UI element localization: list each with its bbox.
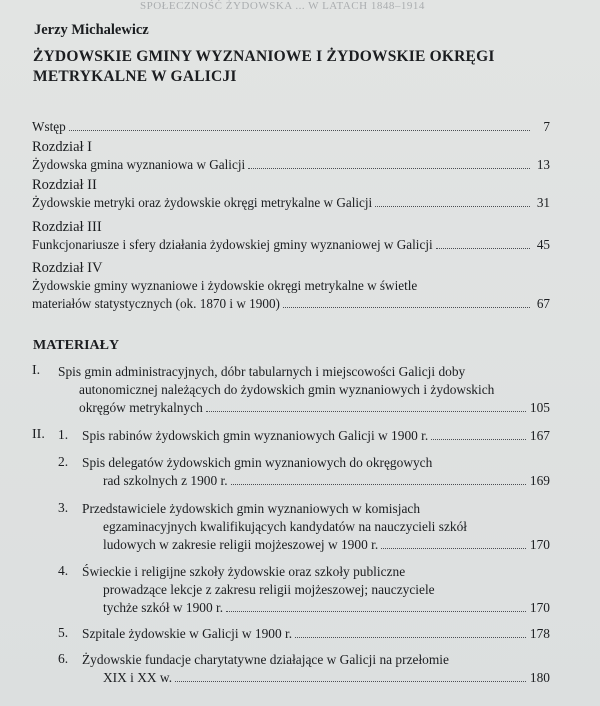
page-number: 170	[529, 600, 550, 615]
toc-entry-chapter-1	[32, 138, 550, 174]
item-text: Spis delegatów żydowskich gmin wyznaniowych do okręgowych	[82, 455, 433, 470]
toc-line	[82, 472, 550, 490]
dot-leader	[175, 681, 526, 682]
dot-leader	[69, 130, 530, 131]
materials-item-ii-4	[82, 563, 550, 617]
page-number: 180	[529, 670, 550, 685]
toc-line	[32, 118, 550, 136]
materials-heading: MATERIAŁY	[33, 338, 120, 353]
chapter-heading: Rozdział IV	[32, 260, 103, 276]
toc-entry-chapter-4	[32, 259, 550, 313]
dot-leader	[436, 248, 530, 249]
toc-entry-chapter-2	[32, 176, 550, 212]
item-text: Spis gmin administracyjnych, dóbr tabularnych i miejscowości Galicji doby	[58, 364, 466, 379]
item-text: rad szkolnych z 1900 r.	[103, 473, 228, 488]
materials-item-i	[58, 363, 550, 417]
item-text: okręgów metrykalnych	[79, 400, 203, 415]
item-number: 4.	[58, 563, 69, 578]
toc-line	[82, 599, 550, 617]
toc-line	[82, 669, 550, 687]
toc-line	[32, 295, 550, 313]
item-text: Żydowskie fundacje charytatywne działające w Galicji na przełomie	[82, 652, 449, 667]
toc-line	[32, 236, 550, 254]
dot-leader	[381, 548, 526, 549]
toc-entry-chapter-3	[32, 218, 550, 254]
materials-item-ii-6	[82, 651, 550, 687]
dot-leader	[283, 307, 530, 308]
item-text: egzaminacyjnych kwalifikujących kandydatów na nauczycieli szkół	[103, 519, 468, 534]
item-number: 2.	[58, 454, 69, 469]
dot-leader	[206, 411, 526, 412]
toc-entry-text: Funkcjonariusze i sfery działania żydowskiej gminy wyznaniowej w Galicji	[32, 237, 433, 252]
toc-entry-text: Żydowskie gminy wyznaniowe i żydowskie okręgi metrykalne w świetle	[32, 278, 418, 293]
item-text: tychże szkół w 1900 r.	[103, 600, 224, 615]
toc-entry-text: Wstęp	[32, 119, 66, 134]
page-number: 178	[529, 626, 550, 641]
toc-line	[32, 156, 550, 174]
materials-item-ii-5	[82, 625, 550, 643]
page-number: 105	[529, 400, 550, 415]
item-text: Świeckie i religijne szkoły żydowskie oraz szkoły publiczne	[82, 564, 406, 579]
item-number: 1.	[58, 427, 69, 442]
page-number: 169	[529, 473, 550, 488]
toc-line	[58, 399, 550, 417]
section-numeral-i: I.	[32, 363, 41, 378]
item-text: ludowych w zakresie religii mojżeszowej w 1900 r.	[103, 537, 379, 552]
dot-leader	[431, 439, 526, 440]
item-number: 3.	[58, 500, 69, 515]
item-text: Przedstawiciele żydowskich gmin wyznaniowych w komisjach	[82, 501, 421, 516]
materials-item-ii-2	[82, 454, 550, 490]
toc-entry-intro	[32, 118, 550, 136]
materials-item-ii-1	[82, 427, 550, 445]
item-text: autonomicznej należących do żydowskich gmin wyznaniowych i żydowskich	[79, 382, 495, 397]
author-name: Jerzy Michalewicz	[34, 22, 149, 38]
item-number: 5.	[58, 625, 69, 640]
toc-entry-text: Żydowskie metryki oraz żydowskie okręgi metrykalne w Galicji	[32, 195, 373, 210]
page-number: 45	[536, 237, 550, 252]
toc-line	[82, 427, 550, 445]
page-number: 167	[529, 428, 550, 443]
bleed-through-header: SPOŁECZNOŚĆ ŻYDOWSKA ... W LATACH 1848–1914	[140, 0, 425, 12]
toc-line	[82, 625, 550, 643]
page-number: 7	[543, 119, 550, 134]
dot-leader	[375, 206, 530, 207]
toc-entry-text: Żydowska gmina wyznaniowa w Galicji	[32, 157, 246, 172]
chapter-heading: Rozdział III	[32, 219, 102, 235]
materials-item-ii-3	[82, 500, 550, 554]
item-text: Szpitale żydowskie w Galicji w 1900 r.	[82, 626, 293, 641]
page-number: 13	[536, 157, 550, 172]
dot-leader	[226, 611, 526, 612]
toc-line	[32, 194, 550, 212]
dot-leader	[295, 637, 526, 638]
toc-entry-text: materiałów statystycznych (ok. 1870 i w 1900)	[32, 296, 280, 311]
page-number: 170	[529, 537, 550, 552]
toc-line	[82, 536, 550, 554]
item-text: prowadzące lekcje z zakresu religii mojżeszowej; nauczyciele	[103, 582, 435, 597]
chapter-title: ŻYDOWSKIE GMINY WYZNANIOWE I ŻYDOWSKIE OKRĘGI METRYKALNE W GALICJI	[33, 48, 495, 85]
chapter-heading: Rozdział I	[32, 139, 92, 155]
dot-leader	[231, 484, 526, 485]
item-number: 6.	[58, 651, 69, 666]
item-text: XIX i XX w.	[103, 670, 173, 685]
page-number: 67	[536, 296, 550, 311]
chapter-heading: Rozdział II	[32, 177, 97, 193]
item-text: Spis rabinów żydowskich gmin wyznaniowych Galicji w 1900 r.	[82, 428, 429, 443]
page-number: 31	[536, 195, 550, 210]
section-numeral-ii: II.	[32, 427, 45, 442]
dot-leader	[248, 168, 530, 169]
